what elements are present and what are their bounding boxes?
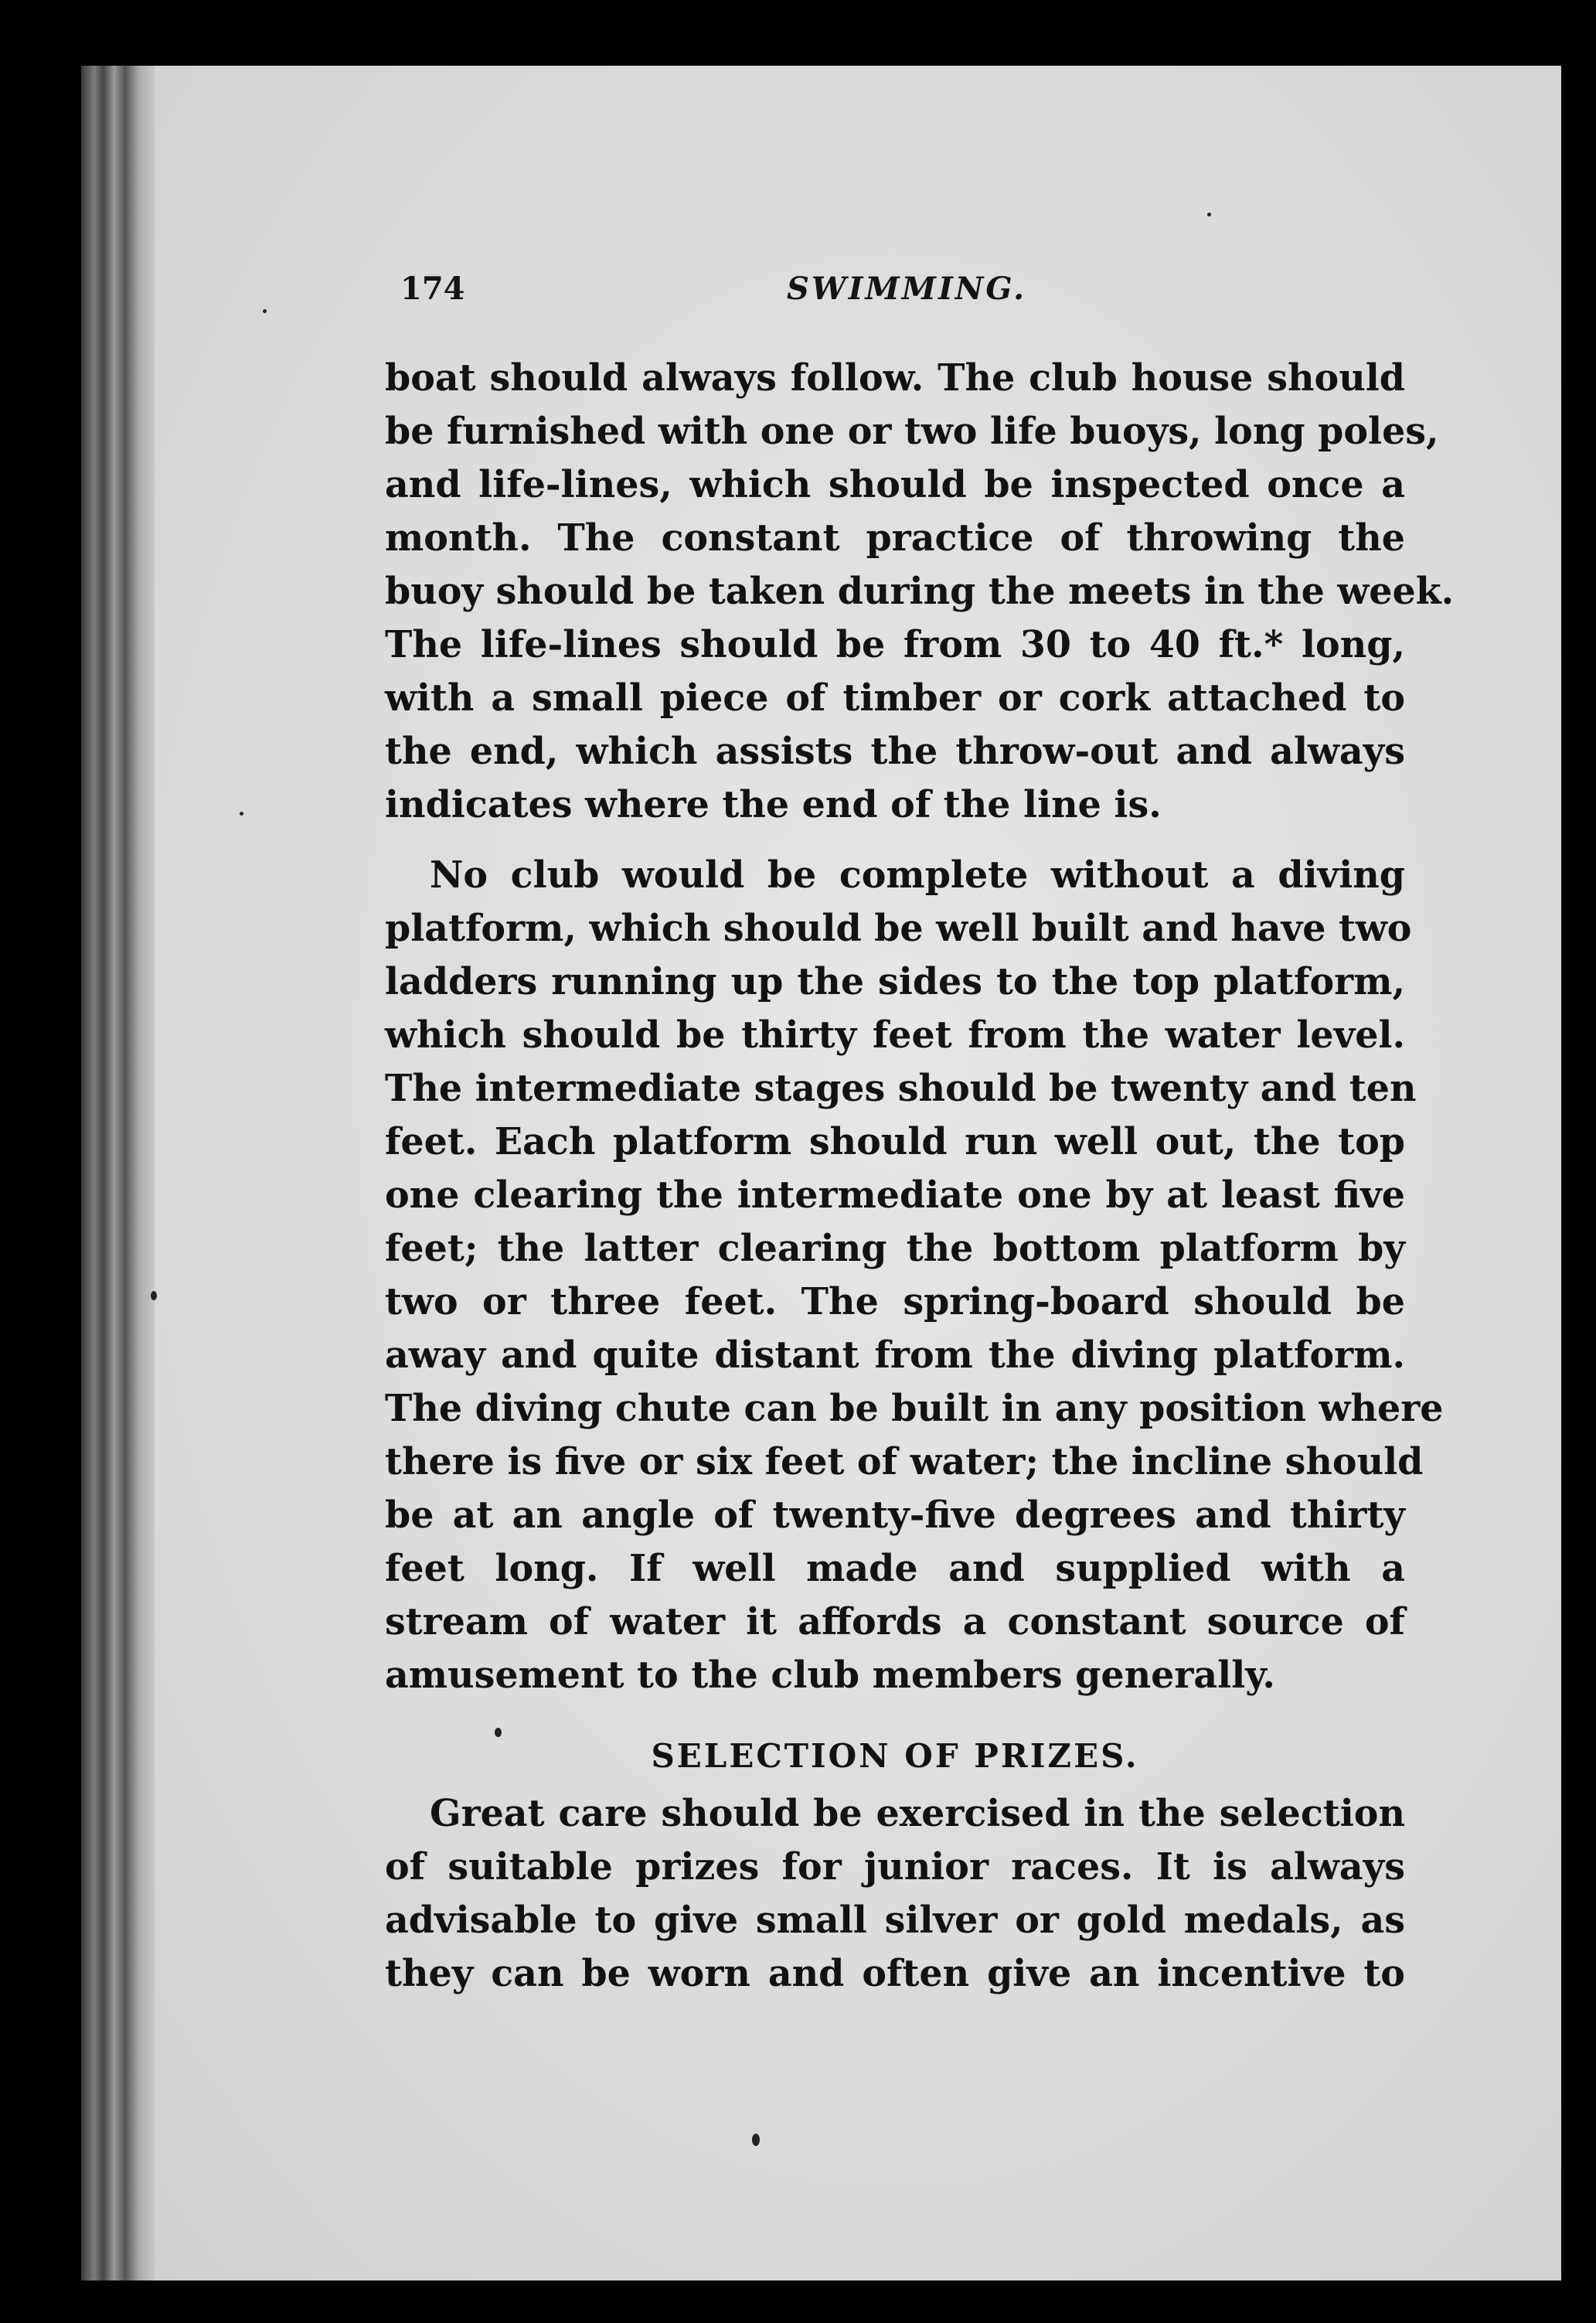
text-line: month. The constant practice of throwing the <box>385 516 1405 560</box>
page-number: 174 <box>400 271 465 307</box>
ink-speck <box>263 309 267 313</box>
ink-speck <box>240 812 243 816</box>
text-line: Great care should be exercised in the selection <box>430 1792 1405 1835</box>
text-line: they can be worn and often give an incentive to <box>385 1952 1405 1995</box>
text-line: one clearing the intermediate one by at least five <box>385 1173 1405 1217</box>
book-binding-edge <box>81 66 155 2280</box>
text-line: of suitable prizes for junior races. It is always <box>385 1845 1405 1889</box>
text-line: with a small piece of timber or cork attached to <box>385 676 1405 720</box>
text-line: feet long. If well made and supplied with a <box>385 1547 1405 1590</box>
text-line: be at an angle of twenty-five degrees and thirty <box>385 1494 1405 1537</box>
scan-border <box>1561 85 1596 2323</box>
text-line: be furnished with one or two life buoys, long poles, <box>385 410 1439 453</box>
text-line: stream of water it affords a constant source of <box>385 1600 1405 1643</box>
paragraph <box>385 1787 1405 2001</box>
body-text <box>385 352 1455 2001</box>
text-line: away and quite distant from the diving platform. <box>385 1334 1405 1377</box>
text-line: there is five or six feet of water; the incline should <box>385 1440 1424 1483</box>
paragraph <box>385 352 1455 832</box>
ink-speck <box>752 2134 760 2146</box>
text-line: the end, which assists the throw-out and always <box>385 730 1405 773</box>
page-header <box>400 271 1405 325</box>
text-line: feet; the latter clearing the bottom platform by <box>385 1227 1405 1270</box>
text-line: No club would be complete without a diving <box>430 853 1405 897</box>
text-line: which should be thirty feet from the water level. <box>385 1013 1405 1057</box>
text-line: buoy should be taken during the meets in the week. <box>385 570 1455 613</box>
text-line: advisable to give small silver or gold medals, as <box>385 1899 1405 1942</box>
text-line: amusement to the club members generally. <box>385 1654 1275 1697</box>
text-line: indicates where the end of the line is. <box>385 783 1162 826</box>
text-line: platform, which should be well built and have two <box>385 907 1412 950</box>
paragraph-gap <box>385 832 1405 849</box>
ink-speck <box>1207 213 1211 216</box>
text-line: boat should always follow. The club house should <box>385 356 1405 400</box>
text-line: The life-lines should be from 30 to 40 ft.* long, <box>385 623 1405 666</box>
text-line: and life-lines, which should be inspected once a <box>385 463 1405 506</box>
text-line: feet. Each platform should run well out, the top <box>385 1120 1405 1163</box>
text-line: ladders running up the sides to the top platform, <box>385 960 1405 1003</box>
ink-speck <box>151 1291 157 1300</box>
text-line: The diving chute can be built in any position where <box>385 1387 1444 1430</box>
section-heading: SELECTION OF PRIZES. <box>651 1737 1139 1775</box>
paragraph <box>385 849 1444 1702</box>
text-line: The intermediate stages should be twenty and ten <box>385 1067 1417 1110</box>
running-title: SWIMMING. <box>787 271 1027 307</box>
text-line: two or three feet. The spring-board should be <box>385 1280 1405 1323</box>
